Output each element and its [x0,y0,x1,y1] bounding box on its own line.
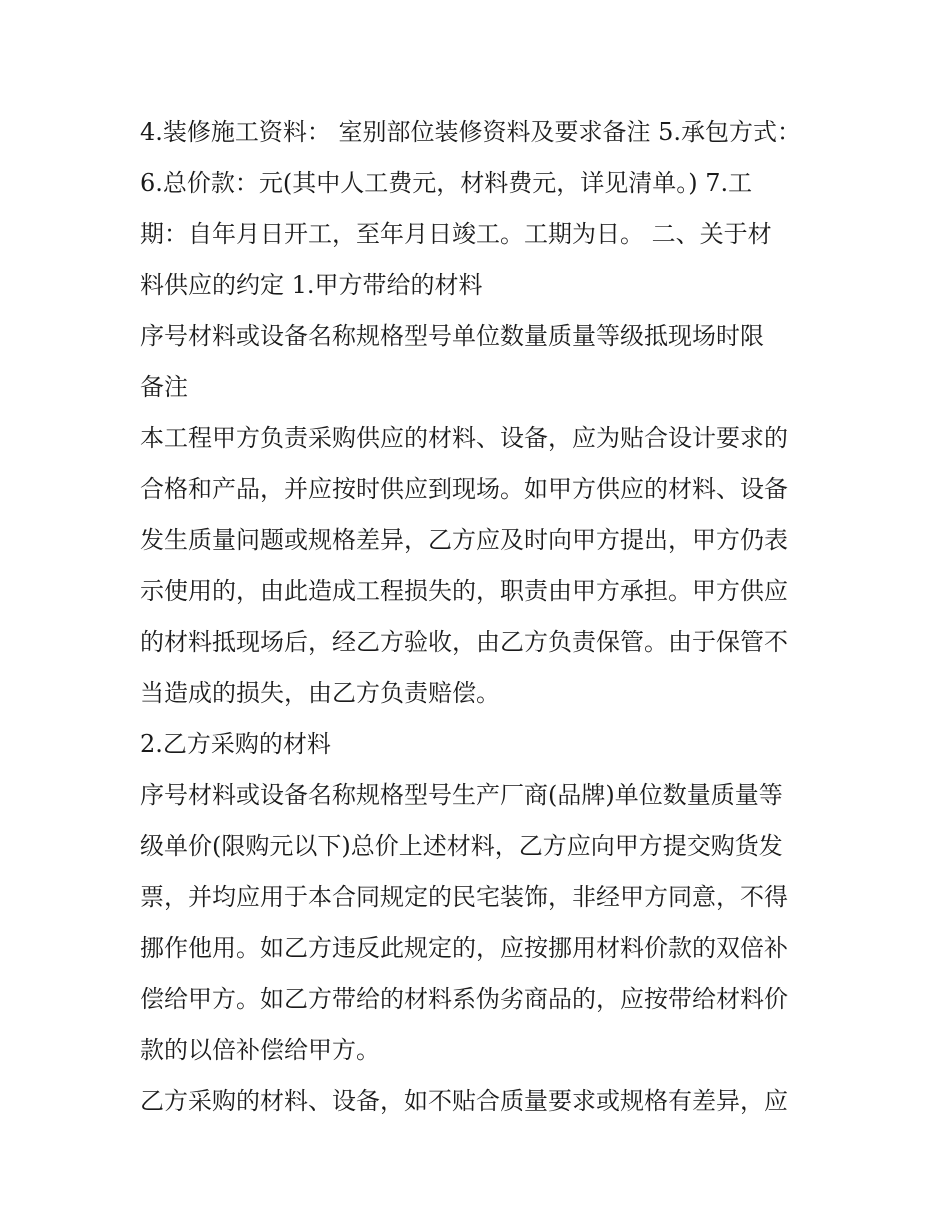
text-line: 2.乙方采购的材料 [140,730,331,758]
text-line: 挪作他用。如乙方违反此规定的，应按挪用材料价款的双倍补 [140,934,788,962]
text-line: 本工程甲方负责采购供应的材料、设备，应为贴合设计要求的 [140,424,788,452]
text-line: 乙方采购的材料、设备，如不贴合质量要求或规格有差异，应 [140,1087,788,1115]
text-line: 发生质量问题或规格差异，乙方应及时向甲方提出，甲方仍表 [140,526,788,554]
text-line: 级单价(限购元以下)总价上述材料，乙方应向甲方提交购货发 [140,832,783,860]
text-line: 6.总价款：元(其中人工费元，材料费元，详见清单。) 7.工 [140,169,753,197]
text-line: 的材料抵现场后，经乙方验收，由乙方负责保管。由于保管不 [140,628,788,656]
text-line: 序号材料或设备名称规格型号生产厂商(品牌)单位数量质量等 [140,781,783,809]
document-body [140,107,820,1127]
text-line: 备注 [140,373,188,401]
text-line: 期：自年月日开工，至年月日竣工。工期为日。 二、关于材 [140,220,772,248]
text-line: 序号材料或设备名称规格型号单位数量质量等级抵现场时限 [140,322,764,350]
text-line: 当造成的损失，由乙方负责赔偿。 [140,679,500,707]
text-line: 4.装修施工资料： 室别部位装修资料及要求备注 5.承包方式： [140,118,802,146]
text-line: 合格和产品，并应按时供应到现场。如甲方供应的材料、设备 [140,475,788,503]
text-line: 票，并均应用于本合同规定的民宅装饰，非经甲方同意，不得 [140,883,788,911]
text-line: 偿给甲方。如乙方带给的材料系伪劣商品的，应按带给材料价 [140,985,788,1013]
text-line: 料供应的约定 1.甲方带给的材料 [140,271,483,299]
text-line: 示使用的，由此造成工程损失的，职责由甲方承担。甲方供应 [140,577,788,605]
text-line: 款的以倍补偿给甲方。 [140,1036,380,1064]
